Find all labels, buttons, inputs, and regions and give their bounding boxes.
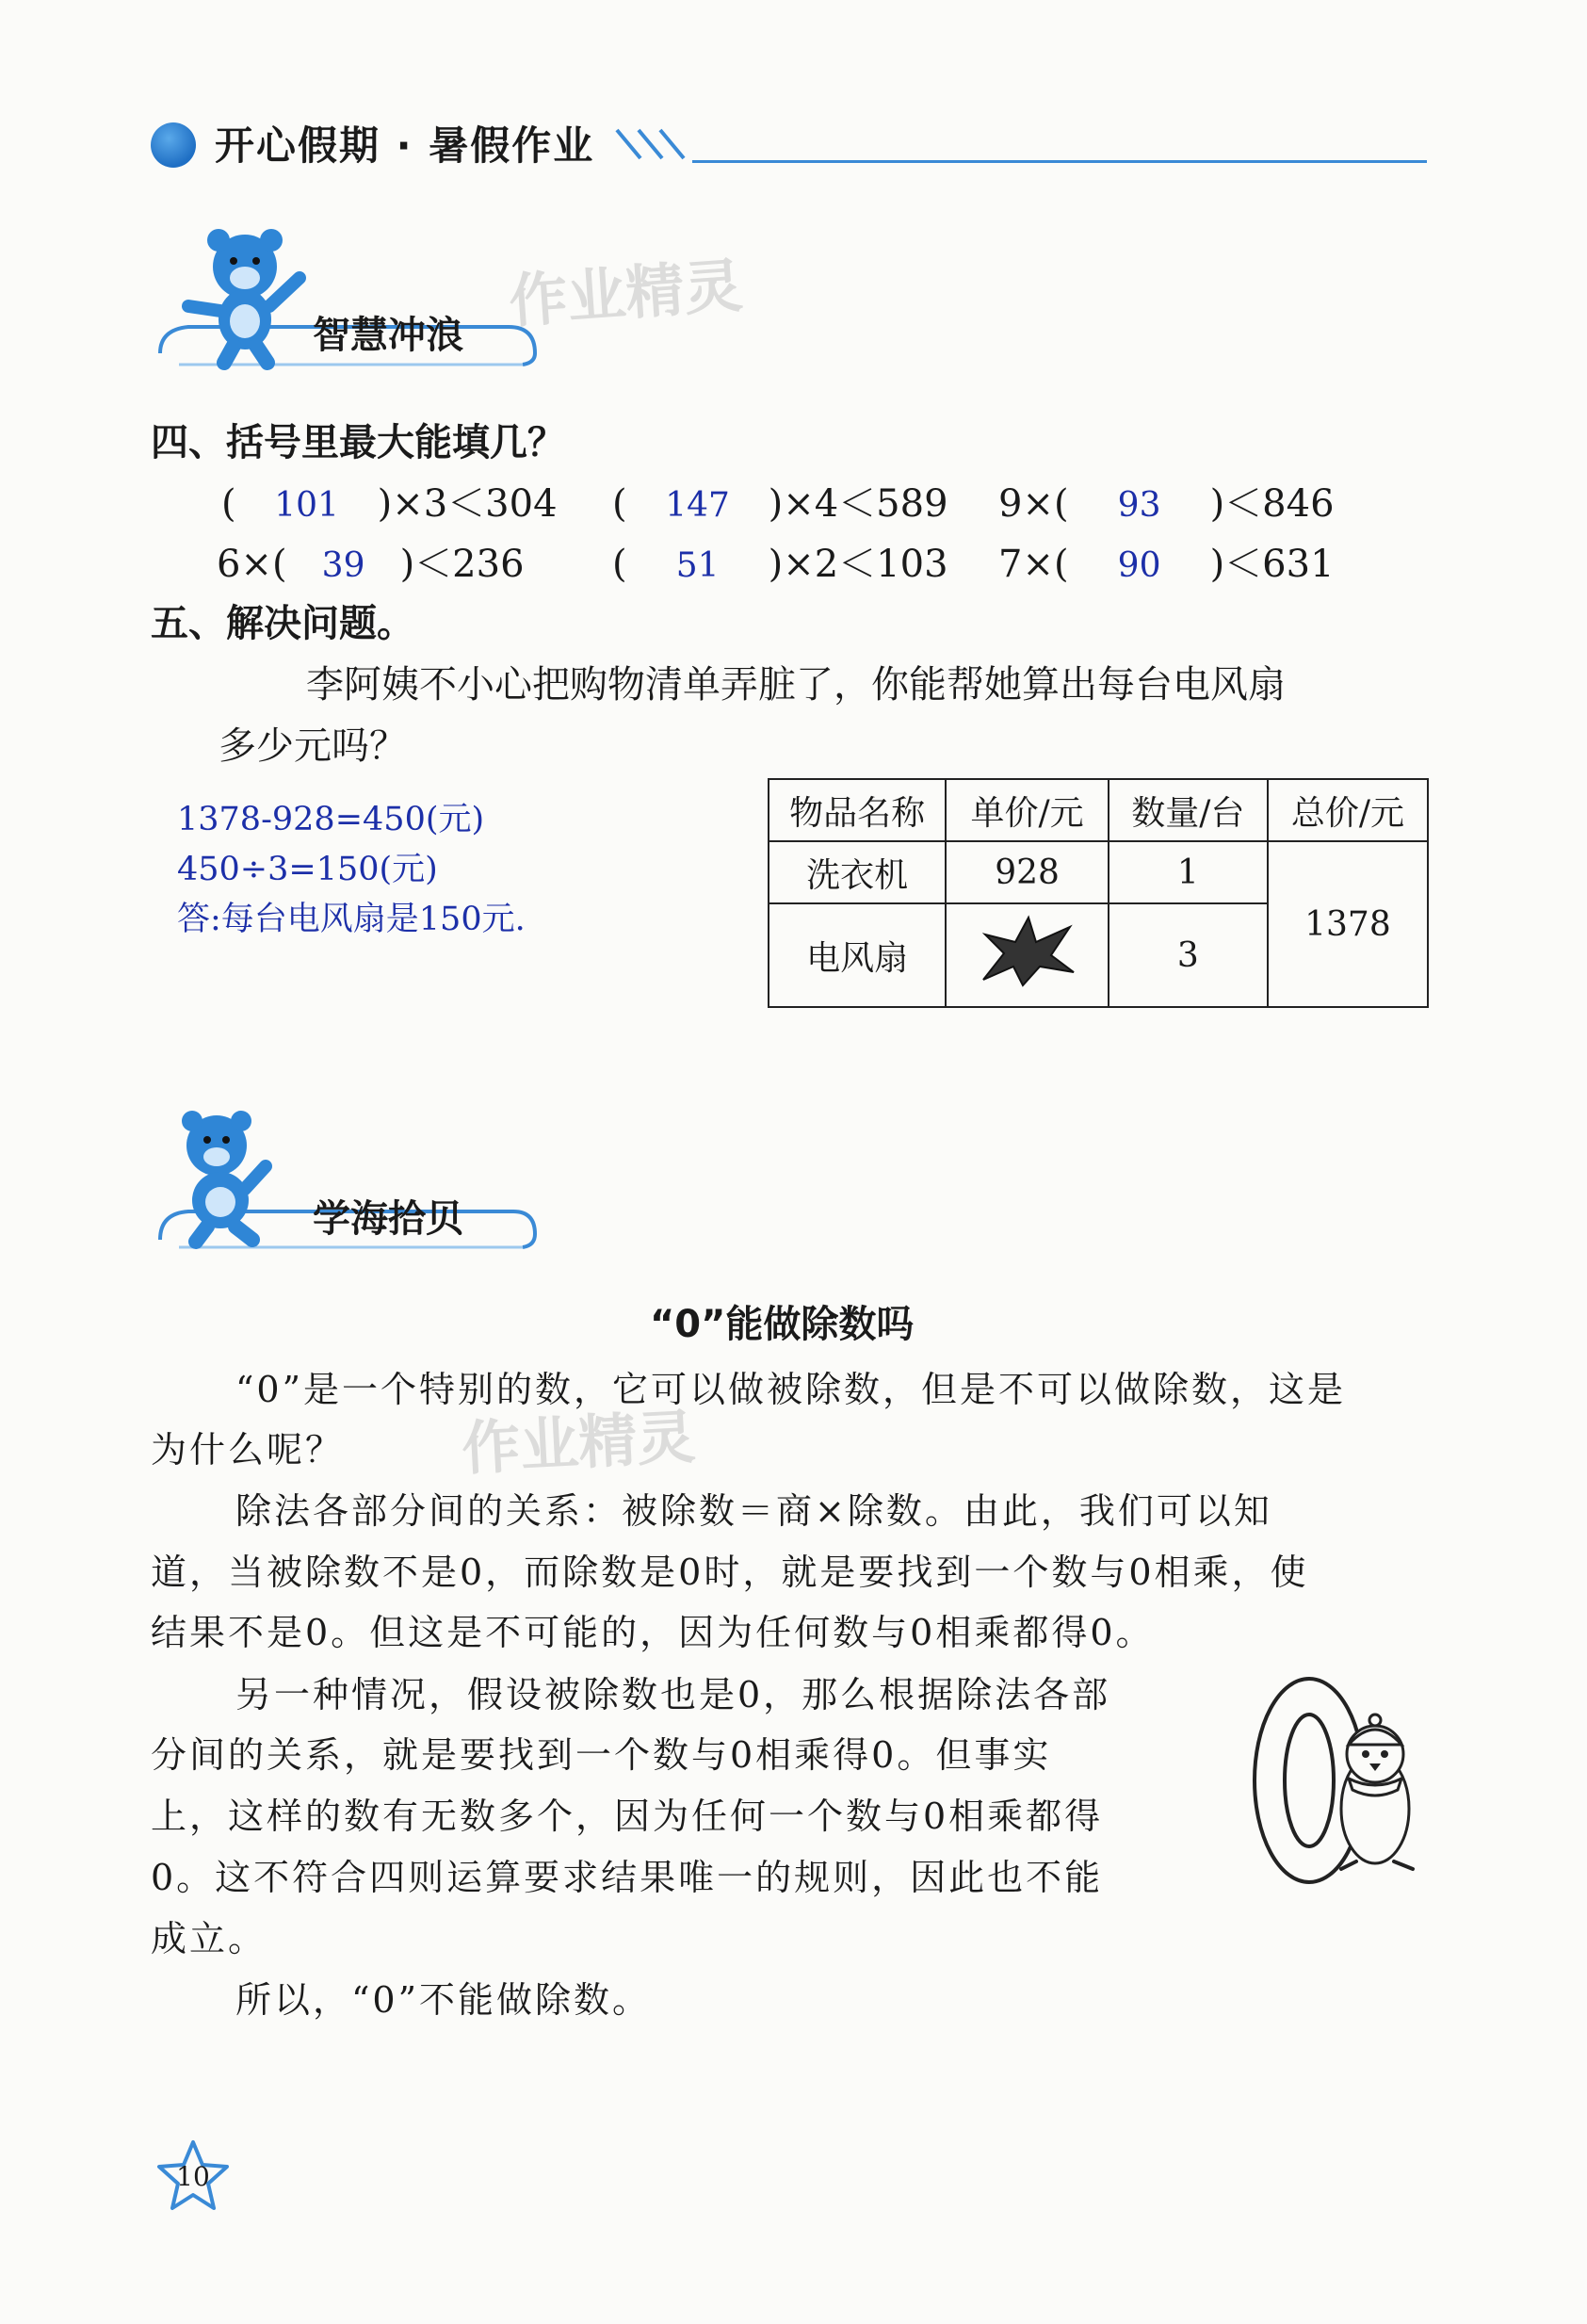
q5-line1: 李阿姨不小心把购物清单弄脏了，你能帮她算出每台电风扇 [306,663,1286,707]
table-header: 总价/元 [1268,779,1428,841]
table-header: 单价/元 [946,779,1109,841]
page-number: 10 [176,2161,210,2192]
ink-stain-icon [976,914,1079,989]
article-title: “0”能做除数吗 [650,1303,915,1346]
q4-answer: 39 [321,546,365,585]
header-slashes-icon [612,122,697,164]
q4-answer: 147 [665,486,730,525]
table-cell: 928 [946,841,1109,903]
table-header: 物品名称 [769,779,946,841]
q5-answer-line: 450÷3=150(元) [177,851,438,888]
q4-item: 7×( 90 )＜631 [998,543,1335,586]
zero-penguin-illustration [1243,1667,1432,1893]
section2-label: 学海拾贝 [313,1197,463,1241]
q4-item: 9×( 93 )＜846 [998,482,1335,526]
table-cell: 洗衣机 [769,841,946,903]
q5-answer-line: 答:每台电风扇是150元. [177,901,526,938]
table-row [769,841,1428,903]
table-cell: 3 [1109,903,1268,1007]
shopping-list-table [768,778,1429,1008]
q5-answer-line: 1378-928=450(元) [177,801,485,838]
table-header-row [769,779,1428,841]
watermark-2: 作业精灵 [460,1402,698,1484]
q4-item: ( 101 )×3＜304 [221,482,558,526]
header-title: 开心假期 · 暑假作业 [215,122,595,169]
q4-item: ( 147 )×4＜589 [612,482,948,526]
q4-answer: 101 [274,486,339,525]
article-line: 结果不是0。但这是不可能的，因为任何数与0相乘都得0。 [151,1612,1155,1653]
table-cell-total: 1378 [1268,841,1428,1007]
header-bullet-icon [151,122,196,168]
watermark-1: 作业精灵 [507,251,745,336]
article-line: 为什么呢？ [151,1429,345,1471]
q5-line2: 多少元吗？ [219,724,407,768]
article-line: 上，这样的数有无数多个，因为任何一个数与0相乘都得 [151,1796,1104,1837]
article-line: 所以，“0”不能做除数。 [235,1979,652,2021]
article-line: 另一种情况，假设被除数也是0，那么根据除法各部 [235,1674,1111,1715]
q4-item: ( 51 )×2＜103 [612,543,948,586]
q4-answer: 90 [1117,546,1161,585]
article-line: 分间的关系，就是要找到一个数与0相乘得0。但事实 [151,1734,1052,1776]
q5-title: 五、解决问题。 [151,602,414,645]
section1-label: 智慧冲浪 [313,314,463,357]
table-cell: 1 [1109,841,1268,903]
article-line: 0。这不符合四则运算要求结果唯一的规则，因此也不能 [151,1857,1104,1898]
q4-answer: 93 [1117,486,1161,525]
table-cell: 电风扇 [769,903,946,1007]
ink-stain-cell [946,903,1109,1007]
q4-answer: 51 [675,546,720,585]
header-rule [692,160,1427,163]
article-line: 成立。 [151,1918,267,1959]
q4-item: 6×( 39 )＜236 [217,543,525,586]
article-line: 道，当被除数不是0，而除数是0时，就是要找到一个数与0相乘，使 [151,1552,1309,1593]
table-header: 数量/台 [1109,779,1268,841]
article-line: 除法各部分间的关系：被除数＝商×除数。由此，我们可以知 [235,1490,1272,1532]
q4-title: 四、括号里最大能填几？ [151,421,565,464]
article-line: “0”是一个特别的数，它可以做被除数，但是不可以做除数，这是 [235,1369,1347,1410]
